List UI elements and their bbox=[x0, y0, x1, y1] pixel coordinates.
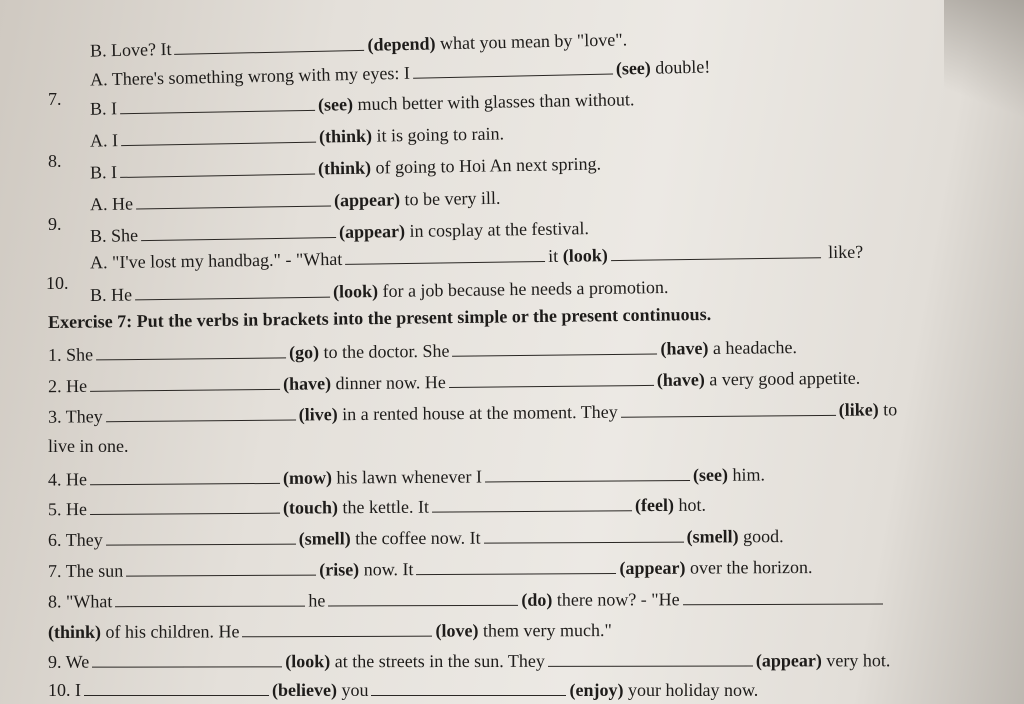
answer-blank[interactable] bbox=[548, 652, 753, 667]
page-shadow-corner bbox=[944, 0, 1024, 140]
answer-blank[interactable] bbox=[115, 592, 305, 608]
item-love-b: B. Love? It (depend) what you mean by "love". bbox=[89, 29, 628, 61]
exercise-item-3: 3. They (live) in a rented house at the moment. They (like) to bbox=[47, 399, 898, 427]
answer-blank[interactable] bbox=[136, 191, 331, 209]
exercise-item-8-cont: (think) of his children. He (love) them very much." bbox=[47, 620, 612, 642]
item-10a: A. "I've lost my handbag." - "What it (look) like? bbox=[89, 241, 864, 273]
answer-blank[interactable] bbox=[120, 160, 315, 178]
answer-blank[interactable] bbox=[84, 681, 269, 696]
exercise-item-9: 9. We (look) at the streets in the sun. They (appear) very hot. bbox=[47, 650, 891, 672]
answer-blank[interactable] bbox=[611, 243, 821, 261]
answer-blank[interactable] bbox=[120, 96, 315, 114]
answer-blank[interactable] bbox=[141, 223, 336, 241]
answer-blank[interactable] bbox=[432, 496, 632, 512]
answer-blank[interactable] bbox=[106, 530, 296, 546]
answer-blank[interactable] bbox=[485, 466, 690, 482]
exercise-item-8: 8. "What he (do) there now? - "He bbox=[48, 588, 886, 613]
answer-blank[interactable] bbox=[135, 283, 330, 301]
item-number: 10. bbox=[46, 273, 69, 293]
answer-blank[interactable] bbox=[121, 128, 316, 146]
item-number: 9. bbox=[48, 214, 62, 234]
answer-blank[interactable] bbox=[92, 652, 282, 667]
item-9b: B. She (appear) in cosplay at the festival. bbox=[89, 218, 590, 246]
answer-blank[interactable] bbox=[90, 469, 280, 485]
exercise-item-2: 2. He (have) dinner now. He (have) a very good appetite. bbox=[47, 367, 861, 397]
exercise-item-7: 7. The sun (rise) now. It (appear) over the horizon. bbox=[47, 556, 813, 582]
answer-blank[interactable] bbox=[371, 681, 566, 696]
answer-blank[interactable] bbox=[416, 559, 616, 575]
exercise-item-6: 6. They (smell) the coffee now. It (smell) good. bbox=[47, 526, 784, 550]
item-9a: A. He (appear) to be very ill. bbox=[89, 187, 501, 215]
answer-blank[interactable] bbox=[683, 590, 883, 606]
item-number: 7. bbox=[48, 89, 62, 109]
item-number: 8. bbox=[48, 151, 62, 171]
answer-blank[interactable] bbox=[413, 60, 613, 79]
answer-blank[interactable] bbox=[96, 343, 286, 360]
answer-blank[interactable] bbox=[106, 406, 296, 423]
answer-blank[interactable] bbox=[621, 401, 836, 418]
item-8b: B. I (think) of going to Hoi An next spring. bbox=[89, 153, 602, 183]
item-10b: B. He (look) for a job because he needs a promotion. bbox=[89, 276, 669, 306]
answer-blank[interactable] bbox=[484, 528, 684, 544]
answer-blank[interactable] bbox=[449, 371, 654, 388]
exercise-item-10: 10. I (believe) you (enjoy) your holiday now. bbox=[48, 680, 759, 700]
item-7b: B. I (see) much better with glasses than without. bbox=[89, 89, 635, 119]
exercise-item-5: 5. He (touch) the kettle. It (feel) hot. bbox=[47, 494, 707, 520]
answer-blank[interactable] bbox=[90, 499, 280, 515]
answer-blank[interactable] bbox=[126, 561, 316, 577]
item-7a: A. There's something wrong with my eyes: I (see) double! bbox=[89, 56, 711, 90]
answer-blank[interactable] bbox=[452, 340, 657, 357]
answer-blank[interactable] bbox=[242, 622, 432, 638]
answer-blank[interactable] bbox=[90, 375, 280, 392]
answer-blank[interactable] bbox=[345, 247, 545, 265]
item-8a: A. I (think) it is going to rain. bbox=[89, 123, 505, 151]
exercise-title: Exercise 7: Put the verbs in brackets into the present simple or the present continuous. bbox=[47, 303, 712, 333]
exercise-item-1: 1. She (go) to the doctor. She (have) a headache. bbox=[47, 337, 798, 365]
answer-blank[interactable] bbox=[174, 36, 364, 55]
answer-blank[interactable] bbox=[328, 591, 518, 607]
exercise-item-3-cont: live in one. bbox=[48, 436, 129, 456]
exercise-item-4: 4. He (mow) his lawn whenever I (see) him. bbox=[47, 464, 765, 490]
